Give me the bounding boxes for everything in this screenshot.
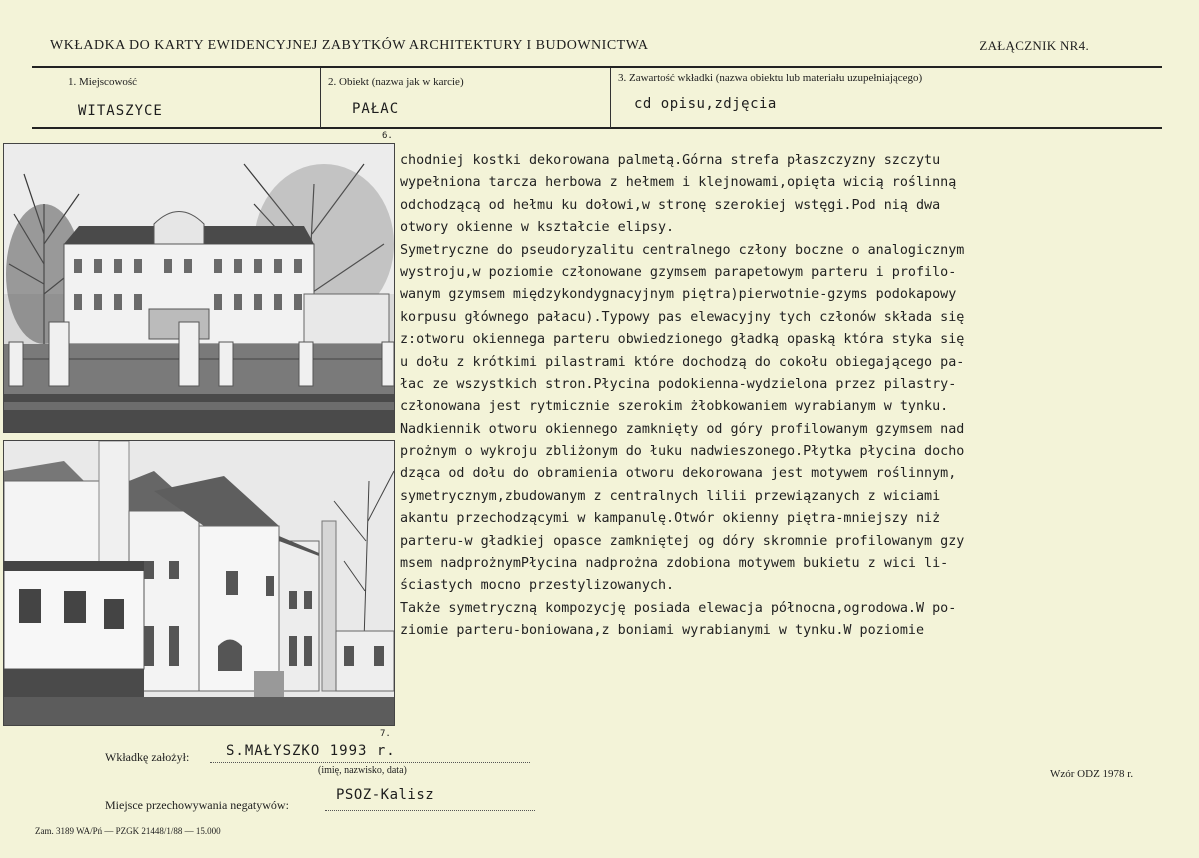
description-text [400,150,1190,643]
storage-dotted-line [325,810,535,811]
text-line: członowana jest rytmicznie szerokim żłobkowaniem wyrabianym w tynku. [400,399,949,415]
text-line: z:otworu okiennega parteru obwiedzionego gładką opaską która styka się [400,332,965,348]
author-value: S.MAŁYSZKO 1993 r. [226,743,396,759]
text-line: korpusu głównego pałacu).Typowy pas elewacyjny tych członów składa się [400,309,965,325]
text-line: wystroju,w poziomie członowane gzymsem parapetowym parteru i profilo- [400,264,957,280]
text-line: chodniej kostki dekorowana palmetą.Górna strefa płaszczyzny szczytu [400,153,941,168]
text-line: łac ze wszystkich stron.Płycina podokienna-wydzielona przez pilastry- [400,376,957,392]
text-line: dząca od dołu do obramienia otworu dekorowana jest motywem roślinnym, [400,466,957,482]
text-line: msem nadprożnymPłycina nadprożna zdobiona motywem bukietu z wici li- [400,556,949,572]
print-info: Zam. 3189 WA/Pń — PZGK 21448/1/88 — 15.000 [35,826,221,836]
text-line: ściastych mocno przestylizowanych. [400,578,675,594]
storage-label: Miejsce przechowywania negatywów: [105,798,289,812]
text-line: akantu przechodzącymi w kampanulę.Otwór okienny piętra-mniejszy niż [400,511,941,527]
annex-number: ZAŁĄCZNIK NR4. [979,38,1089,53]
text-line: wanym gzymsem międzykondygnacyjnym piętra)pierwotnie-gzyms podokapowy [400,287,957,303]
header-rule-top [32,66,1162,68]
text-line: Symetryczne do pseudoryzalitu centralnego człony boczne o analogicznym [400,242,965,258]
content-value: cd opisu,zdjęcia [634,96,777,112]
text-line: symetrycznym,zbudowanym z centralnych lilii przewiązanych z wiciami [400,488,941,504]
text-line: Nadkiennik otworu okiennego zamknięty od góry profilowanym gzymsem nad [400,421,965,437]
photo-mark-top: 6. [382,131,393,141]
object-label: 2. Obiekt (nazwa jak w karcie) [328,76,464,88]
author-dotted-line [210,762,530,763]
photo-palace-side [3,440,395,726]
text-line: u dołu z krótkimi pilastrami które dochodzą do cokołu obiegającego pa- [400,354,965,370]
text-line: Także symetryczną kompozycję posiada elewacja północna,ogrodowa.W po- [400,600,957,616]
field-separator-2 [610,68,611,128]
storage-value: PSOZ-Kalisz [336,787,435,803]
header-rule-bottom [32,127,1162,129]
author-hint: (imię, nazwisko, data) [318,765,407,776]
form-version: Wzór ODZ 1978 r. [1050,768,1134,780]
locality-label: 1. Miejscowość [68,76,138,88]
form-title: WKŁADKA DO KARTY EWIDENCYJNEJ ZABYTKÓW ARCHITEKTURY I BUDOWNICTWA [50,38,649,53]
text-line: wypełniona tarcza herbowa z hełmem i klejnowami,opięta wicią roślinną [400,175,957,191]
text-line: prożnym o wykroju zbliżonym do łuku nadwieszonego.Płytka płycina docho [400,444,965,460]
author-label: Wkładkę założył: [105,750,190,764]
text-line: otwory okienne w kształcie elipsy. [400,220,675,236]
text-line: parteru-w gładkiej opasce zamkniętej og dóry skromnie profilowanym gzy [400,533,965,549]
locality-value: WITASZYCE [78,103,163,119]
object-value: PAŁAC [352,101,400,117]
photo-palace-front [3,143,395,433]
content-label: 3. Zawartość wkładki (nazwa obiektu lub materiału uzupełniającego) [618,72,923,84]
text-line: odchodzącą od hełmu ku dołowi,w stronę szerokiej wstęgi.Pod nią dwa [400,197,941,213]
text-line: ziomie parteru-boniowana,z boniami wyrabianymi w tynku.W poziomie [400,623,925,639]
photo-mark-bottom: 7. [380,729,391,739]
field-separator-1 [320,68,321,128]
